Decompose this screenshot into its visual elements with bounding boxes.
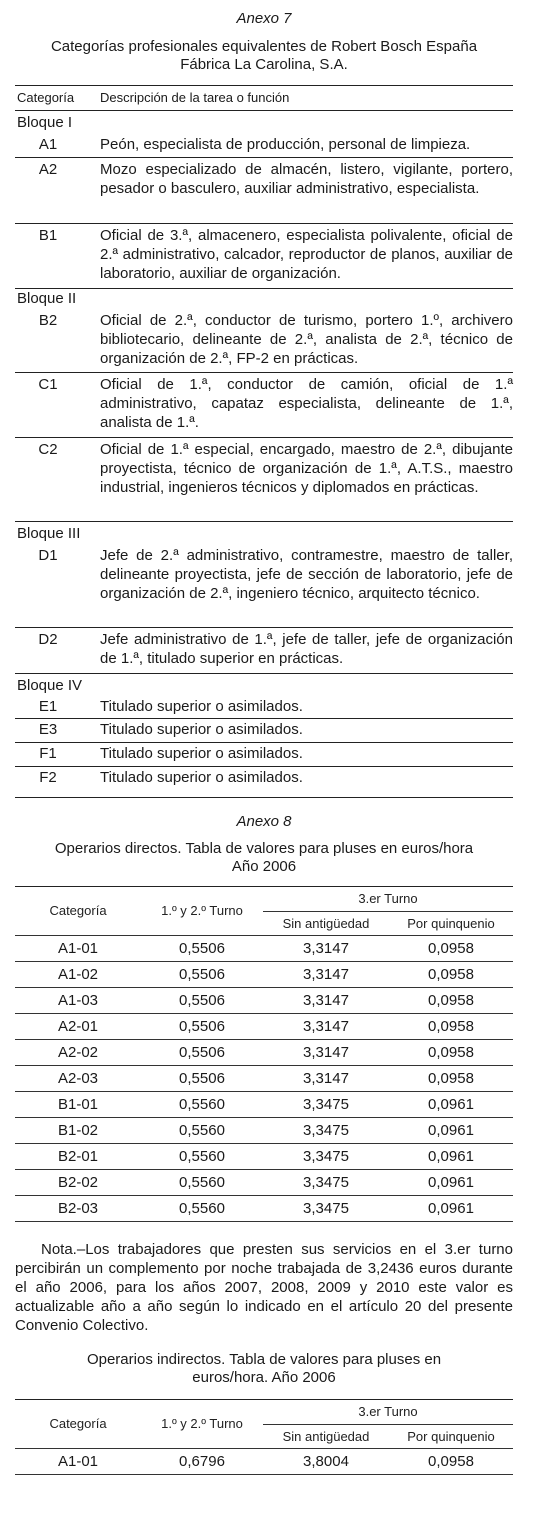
cell-turn12: 0,5506 bbox=[141, 1013, 263, 1039]
category-description: Titulado superior o asimilados. bbox=[100, 769, 303, 786]
category-row bbox=[15, 695, 513, 718]
annex8-caption bbox=[15, 840, 513, 876]
category-row bbox=[15, 742, 513, 766]
cell-per-quinquennium: 0,0958 bbox=[389, 1065, 513, 1091]
cell-per-quinquennium: 0,0961 bbox=[389, 1143, 513, 1169]
category-row bbox=[15, 372, 513, 437]
category-code: A2 bbox=[38, 161, 58, 178]
cell-category: A1-01 bbox=[15, 935, 141, 961]
category-code: B2 bbox=[38, 312, 58, 329]
row-divider bbox=[15, 437, 513, 438]
table-row bbox=[15, 961, 513, 987]
cell-per-quinquennium: 0,0961 bbox=[389, 1091, 513, 1117]
category-description: Oficial de 1.ª especial, encargado, maestro de 2.ª, dibujante proyectista, técnico de organización de 1.ª, A.T.S., maestro industrial, ingenieros técnicos y diplomados en prácticas. bbox=[100, 441, 513, 496]
col-header-category: Categoría bbox=[49, 1416, 107, 1432]
category-description: Oficial de 3.ª, almacenero, especialista polivalente, oficial de 2.ª administrativo, calcador, reproductor de planos, auxiliar de laboratorio, auxiliar de organización. bbox=[100, 227, 513, 282]
cell-turn12: 0,6796 bbox=[141, 1448, 263, 1474]
cell-no-seniority: 3,8004 bbox=[263, 1448, 389, 1474]
annex7-title: Anexo 7 bbox=[236, 10, 292, 27]
category-row bbox=[15, 157, 513, 223]
cell-no-seniority: 3,3475 bbox=[263, 1195, 389, 1221]
cell-turn12: 0,5506 bbox=[141, 961, 263, 987]
cell-no-seniority: 3,3475 bbox=[263, 1117, 389, 1143]
cell-no-seniority: 3,3147 bbox=[263, 1039, 389, 1065]
col-header-category: Categoría bbox=[49, 903, 107, 919]
cell-turn12: 0,5506 bbox=[141, 1039, 263, 1065]
cell-no-seniority: 3,3147 bbox=[263, 1013, 389, 1039]
category-code: C2 bbox=[38, 441, 58, 458]
table-row bbox=[15, 1448, 513, 1474]
cell-no-seniority: 3,3475 bbox=[263, 1143, 389, 1169]
table-row bbox=[15, 1169, 513, 1195]
row-divider bbox=[15, 372, 513, 373]
cell-no-seniority: 3,3147 bbox=[263, 1065, 389, 1091]
col-header-category: Categoría bbox=[17, 90, 75, 105]
category-row bbox=[15, 308, 513, 372]
category-description: Jefe de 2.ª administrativo, contramestre, maestro de taller, delineante proyectista, jefe de sección de laboratorio, jefe de organización de 2.ª, ingeniero técnico, arquitecto técnico. bbox=[100, 547, 513, 602]
cell-per-quinquennium: 0,0961 bbox=[389, 1195, 513, 1221]
cell-category: A1-01 bbox=[15, 1448, 141, 1474]
cell-turn12: 0,5560 bbox=[141, 1169, 263, 1195]
col-header-turn12: 1.º y 2.º Turno bbox=[161, 1416, 243, 1432]
col-header-turn3: 3.er Turno bbox=[263, 1400, 513, 1424]
table-row bbox=[15, 987, 513, 1013]
table-row bbox=[15, 1013, 513, 1039]
cell-no-seniority: 3,3147 bbox=[263, 961, 389, 987]
row-divider bbox=[15, 718, 513, 719]
cell-per-quinquennium: 0,0961 bbox=[389, 1117, 513, 1143]
category-row bbox=[15, 543, 513, 627]
header-rule bbox=[15, 110, 513, 111]
category-description: Titulado superior o asimilados. bbox=[100, 698, 303, 715]
col-header-turn12: 1.º y 2.º Turno bbox=[161, 903, 243, 919]
block-title: Bloque III bbox=[17, 525, 81, 542]
category-description: Jefe administrativo de 1.ª, jefe de taller, jefe de organización de 1.ª, titulado superior en prácticas. bbox=[100, 631, 513, 667]
col-header-per-quinquennium: Por quinquenio bbox=[407, 1428, 495, 1444]
cell-category: A1-02 bbox=[15, 961, 141, 987]
cell-category: A2-02 bbox=[15, 1039, 141, 1065]
cell-turn12: 0,5506 bbox=[141, 987, 263, 1013]
cell-category: A2-03 bbox=[15, 1065, 141, 1091]
cell-category: B1-01 bbox=[15, 1091, 141, 1117]
category-description: Mozo especializado de almacén, listero, vigilante, portero, pesador o basculero, auxiliar administrativo, especialista. bbox=[100, 161, 513, 197]
cell-category: B2-02 bbox=[15, 1169, 141, 1195]
block-title: Bloque IV bbox=[17, 677, 83, 694]
block-rule bbox=[15, 673, 513, 674]
cell-no-seniority: 3,3147 bbox=[263, 987, 389, 1013]
category-description: Titulado superior o asimilados. bbox=[100, 721, 303, 738]
cell-category: B2-01 bbox=[15, 1143, 141, 1169]
block-title: Bloque II bbox=[17, 290, 77, 307]
cell-category: B2-03 bbox=[15, 1195, 141, 1221]
category-code: E3 bbox=[38, 721, 58, 738]
night-shift-note: Nota.–Los trabajadores que presten sus servicios en el 3.er turno percibirán un complemento por noche trabajada de 3,2436 euros durante el año 2006, para los años 2007, 2008, 2009 y 2010 este valor es actualizable año a año según lo indicado en el artículo 20 del presente Convenio Colectivo. bbox=[15, 1241, 513, 1334]
annex8-caption-line2: Año 2006 bbox=[231, 858, 297, 875]
category-row bbox=[15, 627, 513, 673]
col-header-turn3: 3.er Turno bbox=[263, 887, 513, 911]
category-code: D1 bbox=[38, 547, 58, 564]
cell-per-quinquennium: 0,0958 bbox=[389, 935, 513, 961]
annex7-caption bbox=[15, 38, 513, 74]
col-header-no-seniority: Sin antigüedad bbox=[282, 1428, 370, 1444]
category-code: E1 bbox=[38, 698, 58, 715]
col-header-per-quinquennium: Por quinquenio bbox=[407, 915, 495, 931]
table-row bbox=[15, 935, 513, 961]
cell-per-quinquennium: 0,0958 bbox=[389, 1039, 513, 1065]
cell-turn12: 0,5560 bbox=[141, 1091, 263, 1117]
category-description: Oficial de 2.ª, conductor de turismo, portero 1.º, archivero bibliotecario, delineante de 2.ª, analista de 2.ª, técnico de organización de 2.ª, FP-2 en prácticas. bbox=[100, 312, 513, 367]
row-divider bbox=[15, 742, 513, 743]
cell-per-quinquennium: 0,0958 bbox=[389, 987, 513, 1013]
cell-turn12: 0,5506 bbox=[141, 935, 263, 961]
block-title: Bloque I bbox=[17, 114, 73, 131]
cell-no-seniority: 3,3475 bbox=[263, 1169, 389, 1195]
category-row bbox=[15, 223, 513, 288]
col-header-description: Descripción de la tarea o función bbox=[100, 90, 290, 105]
row-divider bbox=[15, 627, 513, 628]
cell-turn12: 0,5560 bbox=[141, 1195, 263, 1221]
block-rule bbox=[15, 521, 513, 522]
table-row bbox=[15, 1195, 513, 1221]
row-divider bbox=[15, 223, 513, 224]
cell-category: B1-02 bbox=[15, 1117, 141, 1143]
table-row bbox=[15, 1143, 513, 1169]
cell-per-quinquennium: 0,0958 bbox=[389, 1013, 513, 1039]
cell-turn12: 0,5560 bbox=[141, 1117, 263, 1143]
indirect-caption bbox=[15, 1351, 513, 1387]
cell-per-quinquennium: 0,0961 bbox=[389, 1169, 513, 1195]
category-code: A1 bbox=[38, 136, 58, 153]
cell-turn12: 0,5506 bbox=[141, 1065, 263, 1091]
annex7-caption-line2: Fábrica La Carolina, S.A. bbox=[180, 56, 348, 73]
category-description: Titulado superior o asimilados. bbox=[100, 745, 303, 762]
category-code: B1 bbox=[38, 227, 58, 244]
col-header-no-seniority: Sin antigüedad bbox=[282, 915, 370, 931]
direct-operators-table bbox=[15, 887, 513, 1222]
indirect-caption-line2: euros/hora. Año 2006 bbox=[192, 1369, 336, 1386]
category-code: D2 bbox=[38, 631, 58, 648]
indirect-caption-line1: Operarios indirectos. Tabla de valores para pluses en bbox=[86, 1351, 442, 1368]
cell-category: A2-01 bbox=[15, 1013, 141, 1039]
category-row bbox=[15, 133, 513, 157]
category-row bbox=[15, 766, 513, 798]
table-row bbox=[15, 1065, 513, 1091]
block-rule bbox=[15, 288, 513, 289]
category-row bbox=[15, 437, 513, 521]
cell-no-seniority: 3,3147 bbox=[263, 935, 389, 961]
table-row bbox=[15, 1091, 513, 1117]
category-row bbox=[15, 718, 513, 742]
cell-no-seniority: 3,3475 bbox=[263, 1091, 389, 1117]
cell-per-quinquennium: 0,0958 bbox=[389, 961, 513, 987]
table-bottom-rule bbox=[15, 797, 513, 798]
table-row bbox=[15, 1039, 513, 1065]
category-code: F2 bbox=[39, 769, 57, 786]
annex7-caption-line1: Categorías profesionales equivalentes de Robert Bosch España bbox=[50, 38, 478, 55]
category-description: Oficial de 1.ª, conductor de camión, oficial de 1.ª administrativo, capataz especialista, delineante de 1.ª, analista de 1.ª. bbox=[100, 376, 513, 431]
annex8-title: Anexo 8 bbox=[236, 813, 292, 830]
row-divider bbox=[15, 157, 513, 158]
cell-per-quinquennium: 0,0958 bbox=[389, 1448, 513, 1474]
category-description: Peón, especialista de producción, personal de limpieza. bbox=[100, 136, 471, 153]
row-divider bbox=[15, 766, 513, 767]
table-row bbox=[15, 1117, 513, 1143]
cell-turn12: 0,5560 bbox=[141, 1143, 263, 1169]
cell-category: A1-03 bbox=[15, 987, 141, 1013]
annex8-caption-line1: Operarios directos. Tabla de valores para pluses en euros/hora bbox=[54, 840, 474, 857]
category-code: C1 bbox=[38, 376, 58, 393]
category-code: F1 bbox=[39, 745, 57, 762]
table-top-rule bbox=[15, 85, 513, 86]
indirect-operators-table bbox=[15, 1400, 513, 1475]
